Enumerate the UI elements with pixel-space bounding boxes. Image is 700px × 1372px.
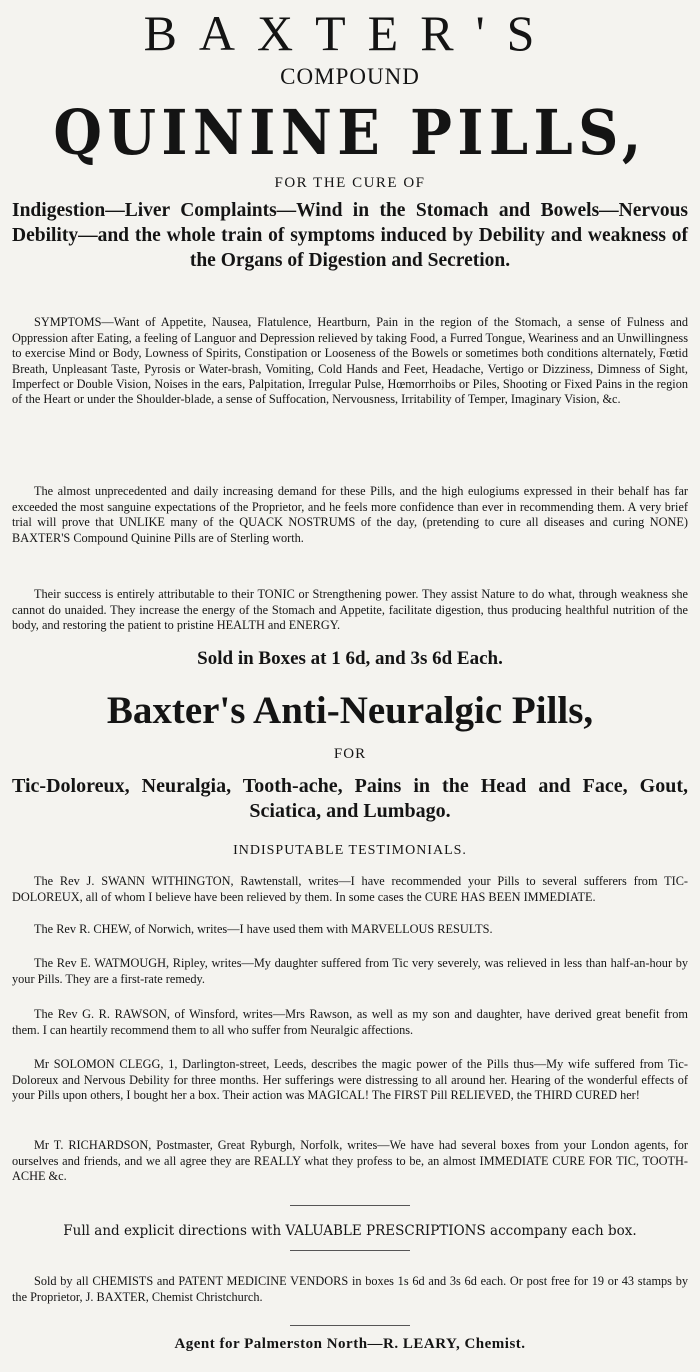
testimonial-item: Mr SOLOMON CLEGG, 1, Darlington-street, Leeds, describes the magic power of the Pills thus—My wife suffered from Tic-Doloreux and Nervous Debility for three months. Her sufferings were distressing to all around her. Hearing of the wonderful effects of your Pills upon others, I bought her a box. Their action was MAGICAL! The FIRST Pill RELIEVED, the THIRD CURED her! <box>12 1057 688 1103</box>
testimonial-item: The Rev G. R. RAWSON, of Winsford, writes—Mrs Rawson, as well as my son and daughter, have derived great benefit from them. I can heartily recommend them to all who suffer from Neuralgic affections. <box>12 1007 688 1037</box>
demand-paragraph: The almost unprecedented and daily increasing demand for these Pills, and the high eulogiums expressed in their behalf has far exceeded the most sanguine expectations of the Proprietor, and he feels more confidence than ever in recommending them. A very brief trial will prove that UNLIKE many of the QUACK NOSTRUMS of the day, (pretending to cure all diseases and curing NONE) BAXTER'S Compound Quinine Pills are of Sterling worth. <box>12 484 688 545</box>
for-cure-label: FOR THE CURE OF <box>274 175 426 191</box>
agent-line: Agent for Palmerston North—R. LEARY, Chemist. <box>174 1336 526 1352</box>
product-title: QUININE PILLS, <box>53 96 647 169</box>
divider-rule <box>290 1325 410 1326</box>
testimonial-item: The Rev R. CHEW, of Norwich, writes—I have used them with MARVELLOUS RESULTS. <box>34 922 493 937</box>
divider-rule <box>290 1205 410 1206</box>
symptoms-paragraph: SYMPTOMS—Want of Appetite, Nausea, Flatulence, Heartburn, Pain in the region of the Stomach, a sense of Fulness and Oppression after Eating, a feeling of Languor and Depression relieved by taking Food, a Furred Tongue, Weariness and an Unwillingness to exercise Mind or Body, Lowness of Spirits, Constipation or Looseness of the Bowels or sometimes both conditions alternately, Fœtid Breath, Unpleasant Taste, Pyrosis or Water-brash, Vomiting, Cold Hands and Feet, Headache, Vertigo or Dizziness, Dimness of Sight, Imperfect or Double Vision, Noises in the ears, Palpitation, Irregular Pulse, Hœmorrhoibs or Piles, Shooting or Fixed Pains in the region of the Heart or under the Shoulder-blade, a sense of Suffocation, Nervousness, Irritability of Temper, Imaginary Vision, &c. <box>12 315 688 407</box>
ailments-list: Indigestion—Liver Complaints—Wind in the Stomach and Bowels—Nervous Debility—and the whole train of symptoms induced by Debility and weakness of the Organs of Digestion and Secretion. <box>12 200 688 271</box>
success-paragraph: Their success is entirely attributable to their TONIC or Strengthening power. They assist Nature to do what, through weakness she cannot do unaided. They increase the energy of the Stomach and Appetite, facilitate digestion, thus producing healthful nutrition of the body, and restoring the patient to pristine HEALTH and ENERGY. <box>12 587 688 633</box>
compound-label: COMPOUND <box>280 64 420 89</box>
directions-line: Full and explicit directions with VALUABLE PRESCRIPTIONS accompany each box. <box>63 1223 637 1239</box>
testimonial-item: Mr T. RICHARDSON, Postmaster, Great Ryburgh, Norfolk, writes—We have had several boxes from your London agents, for ourselves and friends, and we all agree they are REALLY what they profess to be, an almost IMMEDIATE CURE FOR TIC, TOOTH-ACHE &c. <box>12 1138 688 1184</box>
sold-by-paragraph: Sold by all CHEMISTS and PATENT MEDICINE VENDORS in boxes 1s 6d and 3s 6d each. Or post free for 19 or 43 stamps by the Proprietor, J. BAXTER, Chemist Christchurch. <box>12 1274 688 1304</box>
for-label: FOR <box>333 746 367 762</box>
price-line: Sold in Boxes at 1 6d, and 3s 6d Each. <box>197 648 503 669</box>
anti-neuralgic-title: Baxter's Anti-Neuralgic Pills, <box>106 689 594 732</box>
testimonial-item: The Rev J. SWANN WITHINGTON, Rawtenstall, writes—I have recommended your Pills to several sufferers from TIC-DOLOREUX, all of whom I believe have been relieved by them. In some cases the CURE HAS BEEN IMMEDIATE. <box>12 874 688 904</box>
testimonials-heading: INDISPUTABLE TESTIMONIALS. <box>233 843 467 858</box>
conditions-list: Tic-Doloreux, Neuralgia, Tooth-ache, Pains in the Head and Face, Gout, Sciatica, and Lumbago. <box>12 775 688 822</box>
divider-rule <box>290 1250 410 1251</box>
brand-title: BAXTER'S <box>143 5 557 61</box>
testimonial-item: The Rev E. WATMOUGH, Ripley, writes—My daughter suffered from Tic very severely, was relieved in less than half-an-hour by your Pills. They are a first-rate remedy. <box>12 956 688 986</box>
